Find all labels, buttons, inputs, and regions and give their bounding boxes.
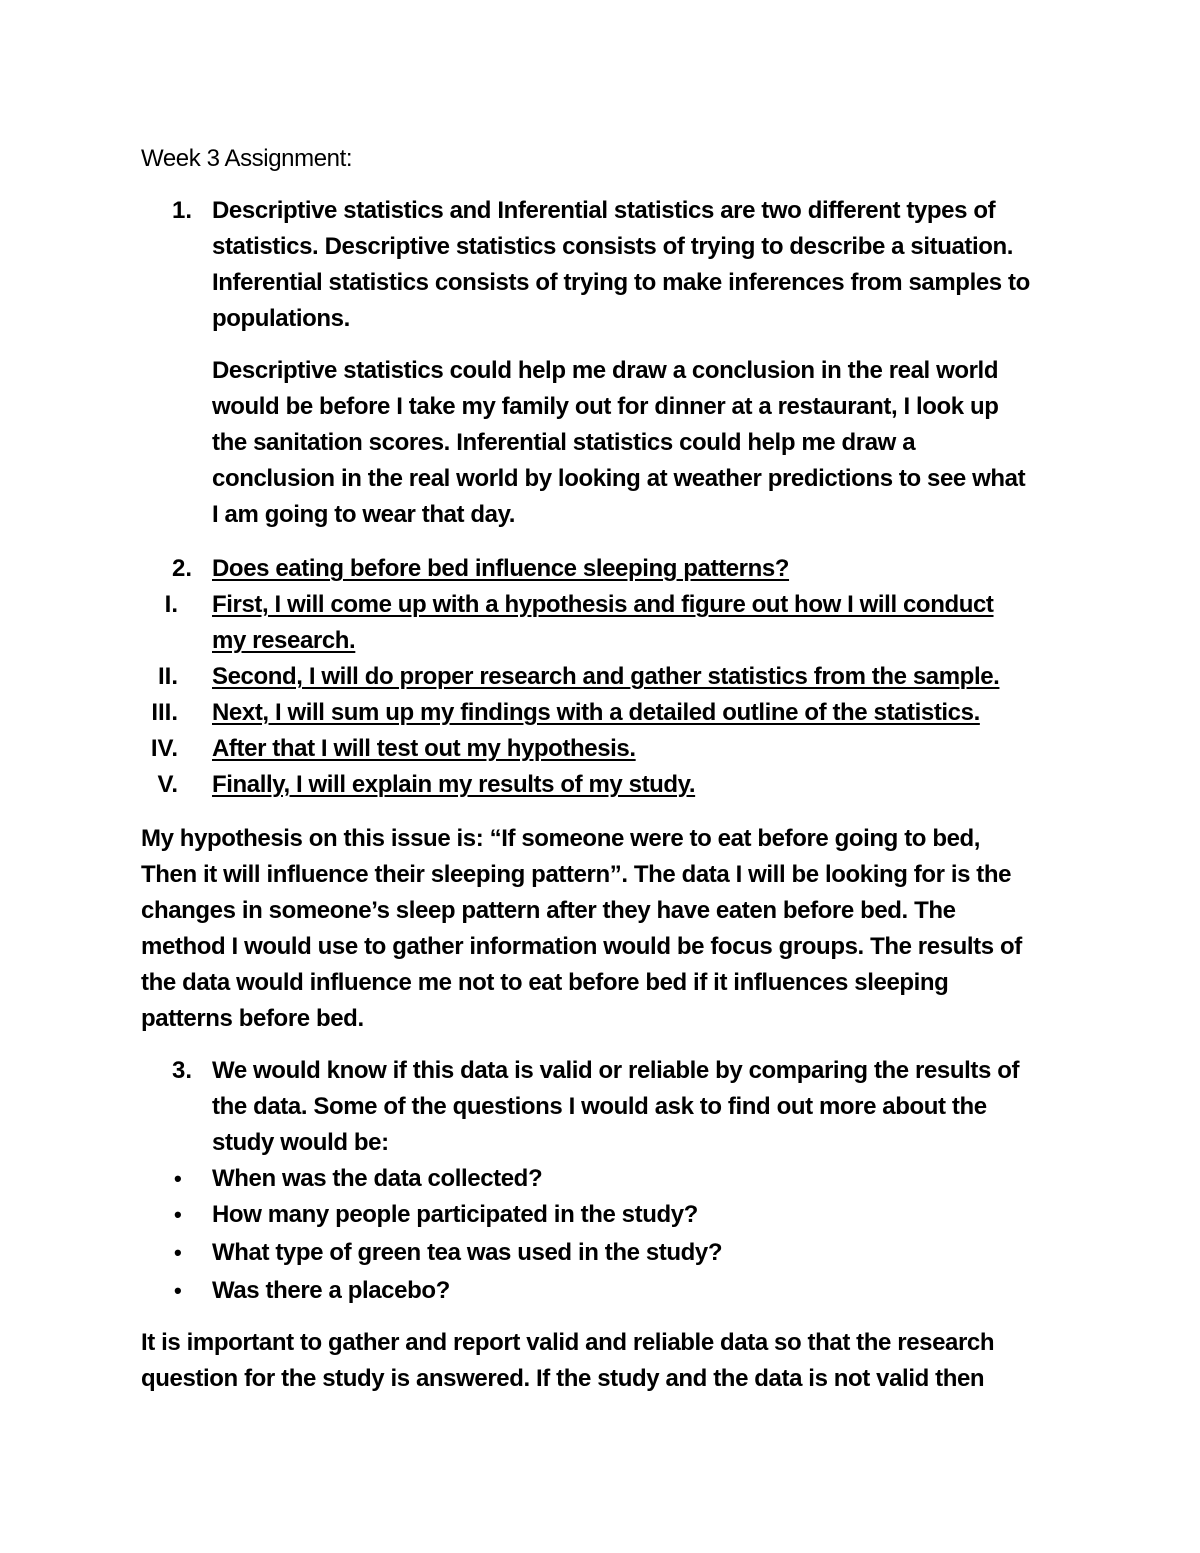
hypothesis-line-5: the data would influence me not to eat before bed if it influences sleeping	[141, 969, 949, 996]
q2-number: 2.	[171, 555, 192, 582]
q2-question: Does eating before bed influence sleeping patterns?	[212, 555, 790, 582]
q1-para2-line-2: would be before I take my family out for dinner at a restaurant, I look up	[212, 393, 999, 420]
step-4-line-1: After that I will test out my hypothesis.	[212, 735, 636, 762]
step-numeral-2: II.	[157, 663, 178, 690]
step-5-line-1: Finally, I will explain my results of my study.	[212, 771, 696, 798]
q3-line-3: study would be:	[212, 1129, 389, 1156]
bullet-item-4: Was there a placebo?	[212, 1277, 450, 1304]
hypothesis-line-6: patterns before bed.	[141, 1005, 364, 1032]
closing-line-2: question for the study is answered. If the study and the data is not valid then	[141, 1365, 985, 1392]
hypothesis-line-3: changes in someone’s sleep pattern after they have eaten before bed. The	[141, 897, 956, 924]
q1-number: 1.	[171, 197, 192, 224]
hypothesis-line-1: My hypothesis on this issue is: “If someone were to eat before going to bed,	[141, 825, 981, 852]
bullet-item-2: How many people participated in the study?	[212, 1201, 698, 1228]
step-3-line-1: Next, I will sum up my findings with a detailed outline of the statistics.	[212, 699, 980, 726]
step-numeral-5: V.	[157, 771, 178, 798]
q1-line-1: Descriptive statistics and Inferential statistics are two different types of	[212, 197, 996, 224]
bullet-icon: •	[174, 1202, 182, 1227]
bullet-icon: •	[174, 1278, 182, 1303]
hypothesis-line-4: method I would use to gather information would be focus groups. The results of	[141, 933, 1022, 960]
step-1-line-2: my research.	[212, 627, 356, 654]
bullet-item-1: When was the data collected?	[212, 1165, 543, 1192]
step-numeral-4: IV.	[150, 735, 178, 762]
step-1-line-1: First, I will come up with a hypothesis and figure out how I will conduct	[212, 591, 994, 618]
q1-para2-line-1: Descriptive statistics could help me draw a conclusion in the real world	[212, 357, 999, 384]
closing-line-1: It is important to gather and report valid and reliable data so that the research	[141, 1329, 995, 1356]
step-2-line-1: Second, I will do proper research and gather statistics from the sample.	[212, 663, 1000, 690]
step-numeral-1: I.	[164, 591, 178, 618]
q1-para2-line-3: the sanitation scores. Inferential statistics could help me draw a	[212, 429, 916, 456]
bullet-icon: •	[174, 1166, 182, 1191]
bullet-icon: •	[174, 1240, 182, 1265]
q3-line-2: the data. Some of the questions I would ask to find out more about the	[212, 1093, 987, 1120]
q3-line-1: We would know if this data is valid or reliable by comparing the results of	[212, 1057, 1020, 1084]
q1-line-2: statistics. Descriptive statistics consists of trying to describe a situation.	[212, 233, 1014, 260]
q1-para2-line-4: conclusion in the real world by looking at weather predictions to see what	[212, 465, 1026, 492]
q3-number: 3.	[171, 1057, 192, 1084]
q1-para2-line-5: I am going to wear that day.	[212, 501, 516, 528]
hypothesis-line-2: Then it will influence their sleeping pattern”. The data I will be looking for is the	[141, 861, 1012, 888]
q1-line-4: populations.	[212, 305, 350, 332]
document-title: Week 3 Assignment:	[141, 145, 353, 172]
bullet-item-3: What type of green tea was used in the study?	[212, 1239, 723, 1266]
q1-line-3: Inferential statistics consists of trying to make inferences from samples to	[212, 269, 1030, 296]
step-numeral-3: III.	[151, 699, 178, 726]
